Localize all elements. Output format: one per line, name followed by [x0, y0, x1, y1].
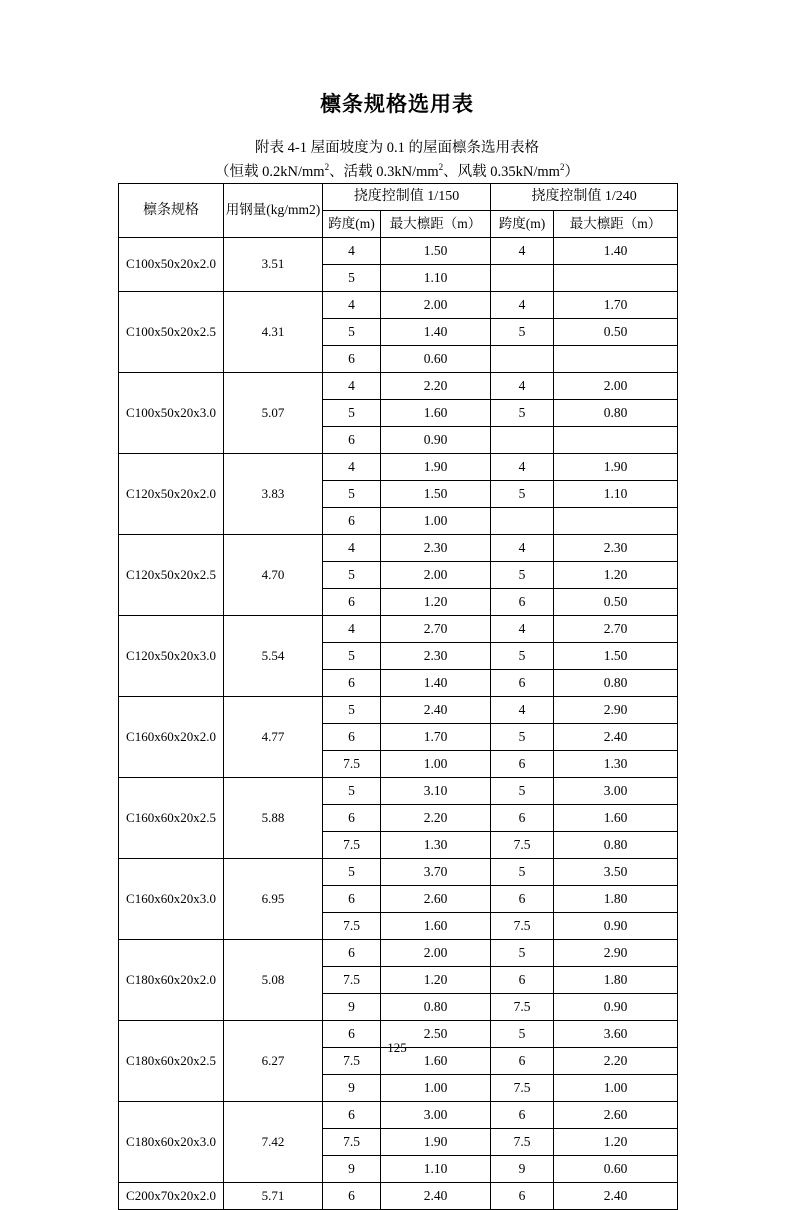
cell-max-spacing-240: 1.30 — [554, 751, 678, 778]
cell-steel-quantity: 4.31 — [224, 292, 323, 373]
cell-span-150: 4 — [323, 454, 381, 481]
cell-max-spacing-240 — [554, 427, 678, 454]
header-span-150: 跨度(m) — [323, 211, 381, 238]
cell-span-150: 5 — [323, 481, 381, 508]
load-prefix: （恒载 0.2kN/mm — [215, 164, 325, 180]
cell-max-spacing-240: 3.50 — [554, 859, 678, 886]
cell-spec: C120x50x20x2.0 — [119, 454, 224, 535]
header-spec: 檩条规格 — [119, 184, 224, 238]
cell-span-240: 6 — [491, 1183, 554, 1210]
cell-max-spacing-240: 1.90 — [554, 454, 678, 481]
cell-spec: C160x60x20x2.5 — [119, 778, 224, 859]
cell-max-spacing-150: 1.20 — [381, 589, 491, 616]
header-steel-quantity: 用钢量(kg/mm2) — [224, 184, 323, 238]
cell-max-spacing-240 — [554, 346, 678, 373]
cell-span-150: 6 — [323, 940, 381, 967]
table-row — [119, 454, 678, 481]
cell-span-240: 6 — [491, 589, 554, 616]
cell-steel-quantity: 5.88 — [224, 778, 323, 859]
cell-span-240: 7.5 — [491, 913, 554, 940]
cell-span-240: 5 — [491, 400, 554, 427]
cell-spec: C100x50x20x2.5 — [119, 292, 224, 373]
cell-max-spacing-240: 1.70 — [554, 292, 678, 319]
cell-spec: C180x60x20x2.0 — [119, 940, 224, 1021]
cell-max-spacing-150: 2.00 — [381, 940, 491, 967]
load-mid-1: 、活载 0.3kN/mm — [329, 164, 439, 180]
cell-span-150: 7.5 — [323, 913, 381, 940]
cell-max-spacing-240: 2.20 — [554, 1048, 678, 1075]
cell-max-spacing-150: 2.50 — [381, 1021, 491, 1048]
cell-span-240: 9 — [491, 1156, 554, 1183]
cell-max-spacing-240: 0.80 — [554, 670, 678, 697]
header-group-deflection-150: 挠度控制值 1/150 — [323, 184, 491, 211]
cell-max-spacing-240: 1.80 — [554, 967, 678, 994]
cell-spec: C180x60x20x3.0 — [119, 1102, 224, 1183]
cell-max-spacing-240: 1.50 — [554, 643, 678, 670]
cell-span-150: 7.5 — [323, 1129, 381, 1156]
cell-max-spacing-150: 2.60 — [381, 886, 491, 913]
cell-steel-quantity: 4.77 — [224, 697, 323, 778]
cell-max-spacing-240: 3.00 — [554, 778, 678, 805]
cell-span-150: 4 — [323, 535, 381, 562]
cell-span-150: 6 — [323, 589, 381, 616]
cell-span-150: 5 — [323, 778, 381, 805]
cell-max-spacing-150: 1.50 — [381, 238, 491, 265]
cell-max-spacing-150: 2.30 — [381, 535, 491, 562]
cell-span-150: 6 — [323, 886, 381, 913]
cell-max-spacing-150: 1.40 — [381, 319, 491, 346]
header-span-240: 跨度(m) — [491, 211, 554, 238]
header-group-deflection-240: 挠度控制值 1/240 — [491, 184, 678, 211]
cell-span-240: 6 — [491, 967, 554, 994]
cell-max-spacing-150: 3.10 — [381, 778, 491, 805]
cell-steel-quantity: 7.42 — [224, 1102, 323, 1183]
cell-span-150: 6 — [323, 508, 381, 535]
cell-max-spacing-240: 0.60 — [554, 1156, 678, 1183]
cell-max-spacing-240: 2.90 — [554, 697, 678, 724]
table-body — [119, 238, 678, 1210]
table-row — [119, 292, 678, 319]
cell-max-spacing-240: 0.90 — [554, 994, 678, 1021]
cell-span-150: 6 — [323, 724, 381, 751]
cell-span-150: 7.5 — [323, 751, 381, 778]
cell-span-150: 6 — [323, 427, 381, 454]
table-header — [119, 184, 678, 238]
cell-span-150: 6 — [323, 1183, 381, 1210]
superscript-2: 2 — [438, 162, 444, 173]
cell-span-240 — [491, 346, 554, 373]
cell-steel-quantity: 5.54 — [224, 616, 323, 697]
cell-steel-quantity: 3.51 — [224, 238, 323, 292]
cell-max-spacing-240: 3.60 — [554, 1021, 678, 1048]
cell-max-spacing-150: 1.20 — [381, 967, 491, 994]
cell-spec: C160x60x20x2.0 — [119, 697, 224, 778]
cell-span-150: 5 — [323, 319, 381, 346]
cell-max-spacing-150: 1.50 — [381, 481, 491, 508]
table-row — [119, 373, 678, 400]
cell-span-240: 5 — [491, 724, 554, 751]
cell-span-240 — [491, 508, 554, 535]
cell-max-spacing-150: 1.10 — [381, 1156, 491, 1183]
cell-max-spacing-150: 2.40 — [381, 1183, 491, 1210]
cell-span-150: 6 — [323, 670, 381, 697]
cell-span-150: 6 — [323, 1102, 381, 1129]
cell-span-240: 5 — [491, 643, 554, 670]
cell-span-240: 5 — [491, 859, 554, 886]
cell-span-240: 6 — [491, 1048, 554, 1075]
cell-max-spacing-150: 0.90 — [381, 427, 491, 454]
cell-span-150: 5 — [323, 643, 381, 670]
cell-steel-quantity: 6.27 — [224, 1021, 323, 1102]
cell-span-240: 6 — [491, 670, 554, 697]
header-max-spacing-240: 最大檩距（m） — [554, 211, 678, 238]
cell-max-spacing-240: 1.80 — [554, 886, 678, 913]
cell-span-240: 6 — [491, 751, 554, 778]
cell-span-240: 4 — [491, 454, 554, 481]
cell-max-spacing-240: 1.20 — [554, 562, 678, 589]
cell-span-240: 5 — [491, 562, 554, 589]
cell-span-240: 4 — [491, 238, 554, 265]
cell-max-spacing-240: 1.40 — [554, 238, 678, 265]
cell-span-240: 7.5 — [491, 832, 554, 859]
table-caption-line-1: 附表 4-1 屋面坡度为 0.1 的屋面檩条选用表格 — [255, 140, 539, 156]
cell-max-spacing-150: 1.60 — [381, 1048, 491, 1075]
cell-spec: C200x70x20x2.0 — [119, 1183, 224, 1210]
cell-max-spacing-240: 2.70 — [554, 616, 678, 643]
cell-span-150: 7.5 — [323, 832, 381, 859]
superscript-3: 2 — [559, 162, 565, 173]
table-row — [119, 1102, 678, 1129]
cell-span-150: 4 — [323, 238, 381, 265]
cell-max-spacing-150: 3.00 — [381, 1102, 491, 1129]
cell-max-spacing-150: 2.00 — [381, 562, 491, 589]
cell-max-spacing-150: 2.30 — [381, 643, 491, 670]
table-row — [119, 238, 678, 265]
cell-span-150: 9 — [323, 1156, 381, 1183]
cell-max-spacing-240: 1.60 — [554, 805, 678, 832]
cell-span-150: 4 — [323, 292, 381, 319]
cell-span-150: 5 — [323, 400, 381, 427]
cell-max-spacing-240: 0.50 — [554, 589, 678, 616]
load-mid-2: 、风载 0.35kN/mm — [443, 164, 560, 180]
cell-spec: C120x50x20x3.0 — [119, 616, 224, 697]
cell-max-spacing-150: 1.30 — [381, 832, 491, 859]
cell-spec: C100x50x20x2.0 — [119, 238, 224, 292]
superscript-1: 2 — [324, 162, 330, 173]
cell-span-240: 4 — [491, 535, 554, 562]
cell-span-150: 5 — [323, 697, 381, 724]
cell-max-spacing-240: 2.40 — [554, 1183, 678, 1210]
page-number: 125 — [387, 1040, 407, 1055]
page-title: 檩条规格选用表 — [320, 92, 474, 116]
cell-spec: C100x50x20x3.0 — [119, 373, 224, 454]
cell-steel-quantity: 4.70 — [224, 535, 323, 616]
cell-max-spacing-240: 1.10 — [554, 481, 678, 508]
cell-max-spacing-150: 1.70 — [381, 724, 491, 751]
cell-steel-quantity: 5.07 — [224, 373, 323, 454]
cell-steel-quantity: 3.83 — [224, 454, 323, 535]
cell-span-150: 5 — [323, 562, 381, 589]
table-row — [119, 859, 678, 886]
table-row — [119, 940, 678, 967]
load-suffix: ） — [564, 164, 579, 180]
cell-max-spacing-240 — [554, 508, 678, 535]
cell-max-spacing-150: 2.20 — [381, 805, 491, 832]
cell-max-spacing-240: 0.50 — [554, 319, 678, 346]
cell-max-spacing-150: 1.40 — [381, 670, 491, 697]
cell-max-spacing-150: 2.40 — [381, 697, 491, 724]
cell-max-spacing-240: 1.00 — [554, 1075, 678, 1102]
cell-span-240: 5 — [491, 940, 554, 967]
cell-span-150: 9 — [323, 1075, 381, 1102]
cell-span-240: 5 — [491, 481, 554, 508]
cell-max-spacing-150: 1.00 — [381, 508, 491, 535]
cell-span-240: 6 — [491, 886, 554, 913]
cell-max-spacing-150: 1.60 — [381, 913, 491, 940]
cell-max-spacing-240: 2.00 — [554, 373, 678, 400]
cell-max-spacing-150: 1.60 — [381, 400, 491, 427]
cell-span-240: 4 — [491, 373, 554, 400]
cell-steel-quantity: 5.08 — [224, 940, 323, 1021]
cell-max-spacing-240: 2.90 — [554, 940, 678, 967]
cell-span-240: 4 — [491, 292, 554, 319]
cell-max-spacing-150: 0.60 — [381, 346, 491, 373]
cell-max-spacing-240: 2.60 — [554, 1102, 678, 1129]
table-row — [119, 1183, 678, 1210]
cell-span-150: 7.5 — [323, 967, 381, 994]
cell-span-240 — [491, 265, 554, 292]
cell-max-spacing-150: 1.00 — [381, 751, 491, 778]
table-row — [119, 535, 678, 562]
cell-span-150: 5 — [323, 859, 381, 886]
cell-span-240: 6 — [491, 1102, 554, 1129]
header-max-spacing-150: 最大檩距（m） — [381, 211, 491, 238]
cell-max-spacing-240: 0.80 — [554, 400, 678, 427]
header-row-top — [119, 184, 678, 211]
cell-spec: C160x60x20x3.0 — [119, 859, 224, 940]
cell-max-spacing-240: 2.30 — [554, 535, 678, 562]
table-caption-line-2 — [0, 160, 794, 181]
cell-span-150: 6 — [323, 1021, 381, 1048]
cell-steel-quantity: 5.71 — [224, 1183, 323, 1210]
cell-max-spacing-150: 2.20 — [381, 373, 491, 400]
cell-span-240: 4 — [491, 616, 554, 643]
cell-spec: C180x60x20x2.5 — [119, 1021, 224, 1102]
table-row — [119, 778, 678, 805]
cell-steel-quantity: 6.95 — [224, 859, 323, 940]
cell-max-spacing-240: 0.80 — [554, 832, 678, 859]
cell-span-240: 5 — [491, 778, 554, 805]
cell-max-spacing-240: 1.20 — [554, 1129, 678, 1156]
table-row — [119, 697, 678, 724]
cell-span-240: 5 — [491, 319, 554, 346]
cell-max-spacing-150: 1.90 — [381, 1129, 491, 1156]
cell-span-150: 7.5 — [323, 1048, 381, 1075]
cell-max-spacing-150: 2.00 — [381, 292, 491, 319]
cell-span-150: 6 — [323, 346, 381, 373]
cell-max-spacing-150: 1.00 — [381, 1075, 491, 1102]
cell-span-240: 7.5 — [491, 1129, 554, 1156]
cell-span-240: 5 — [491, 1021, 554, 1048]
cell-max-spacing-150: 3.70 — [381, 859, 491, 886]
cell-max-spacing-240 — [554, 265, 678, 292]
cell-span-150: 9 — [323, 994, 381, 1021]
cell-span-240 — [491, 427, 554, 454]
cell-span-150: 4 — [323, 373, 381, 400]
cell-max-spacing-240: 0.90 — [554, 913, 678, 940]
cell-max-spacing-240: 2.40 — [554, 724, 678, 751]
cell-span-240: 7.5 — [491, 1075, 554, 1102]
cell-max-spacing-150: 1.90 — [381, 454, 491, 481]
cell-spec: C120x50x20x2.5 — [119, 535, 224, 616]
cell-span-240: 6 — [491, 805, 554, 832]
table-row — [119, 616, 678, 643]
cell-span-150: 6 — [323, 805, 381, 832]
cell-span-240: 4 — [491, 697, 554, 724]
cell-max-spacing-150: 1.10 — [381, 265, 491, 292]
cell-max-spacing-150: 2.70 — [381, 616, 491, 643]
cell-span-150: 4 — [323, 616, 381, 643]
cell-span-150: 5 — [323, 265, 381, 292]
cell-span-240: 7.5 — [491, 994, 554, 1021]
cell-max-spacing-150: 0.80 — [381, 994, 491, 1021]
